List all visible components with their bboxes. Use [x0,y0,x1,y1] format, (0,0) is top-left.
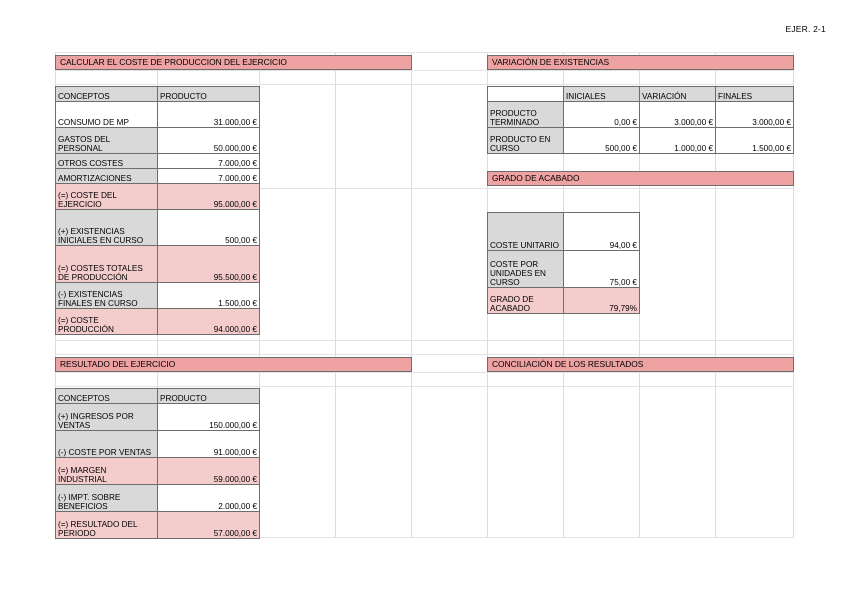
row-value: 1.500,00 € [716,128,794,154]
row-value: 500,00 € [564,128,640,154]
row-value: 94.000,00 € [158,309,260,335]
table-row [488,251,640,288]
row-label: (=) COSTE DEL EJERCICIO [56,184,158,210]
column-header: PRODUCTO [158,389,260,404]
table-row [56,128,260,154]
table-row [56,485,260,512]
cost-section-title: CALCULAR EL COSTE DE PRODUCCION DEL EJERCICIO [55,55,412,70]
row-label: AMORTIZACIONES [56,169,158,184]
row-label: COSTE UNITARIO [488,213,564,251]
table-row [488,128,794,154]
result-section-title: RESULTADO DEL EJERCICIO [55,357,412,372]
finish-section-title: GRADO DE ACABADO [487,171,794,186]
table-row [56,154,260,169]
column-header: VARIACIÓN [640,87,716,102]
table-row [56,283,260,309]
table-row [56,458,260,485]
row-value: 57.000,00 € [158,512,260,539]
row-value: 2.000,00 € [158,485,260,512]
finish-table [487,212,640,314]
row-label: (-) IMPT. SOBRE BENEFICIOS [56,485,158,512]
inventory-header-row [488,87,794,102]
row-label: (=) COSTE PRODUCCIÓN [56,309,158,335]
row-value: 95.000,00 € [158,184,260,210]
row-value: 0,00 € [564,102,640,128]
row-value: 75,00 € [564,251,640,288]
row-value: 7.000,00 € [158,169,260,184]
row-label: (-) COSTE POR VENTAS [56,431,158,458]
row-label: GRADO DE ACABADO [488,288,564,314]
table-row [56,404,260,431]
row-label: OTROS COSTES [56,154,158,169]
row-label: PRODUCTO EN CURSO [488,128,564,154]
column-header: PRODUCTO [158,87,260,102]
row-label: (+) EXISTENCIAS INICIALES EN CURSO [56,210,158,246]
row-value: 7.000,00 € [158,154,260,169]
row-value: 94,00 € [564,213,640,251]
row-label: CONSUMO DE MP [56,102,158,128]
row-label: (+) INGRESOS POR VENTAS [56,404,158,431]
table-row [56,210,260,246]
inventory-table [487,86,794,154]
row-value: 1.500,00 € [158,283,260,309]
row-value: 150.000,00 € [158,404,260,431]
row-label: (=) COSTES TOTALES DE PRODUCCIÓN [56,246,158,283]
row-label: (=) RESULTADO DEL PERIODO [56,512,158,539]
sheet-label: EJER. 2-1 [785,24,826,34]
row-value: 3.000,00 € [640,102,716,128]
table-row [488,288,640,314]
column-header: CONCEPTOS [56,389,158,404]
result-table [55,388,260,539]
row-value: 50.000,00 € [158,128,260,154]
row-value: 31.000,00 € [158,102,260,128]
table-row [56,246,260,283]
cost-header-row [56,87,260,102]
column-header: INICIALES [564,87,640,102]
table-row [488,213,640,251]
row-value: 59.000,00 € [158,458,260,485]
row-value: 500,00 € [158,210,260,246]
table-row [56,184,260,210]
column-header-empty [488,87,564,102]
cost-table [55,86,260,335]
row-label: PRODUCTO TERMINADO [488,102,564,128]
row-label: (-) EXISTENCIAS FINALES EN CURSO [56,283,158,309]
reconciliation-section-title: CONCILIACIÓN DE LOS RESULTADOS [487,357,794,372]
table-row [56,309,260,335]
row-value: 95.500,00 € [158,246,260,283]
row-value: 1.000,00 € [640,128,716,154]
row-label: (=) MARGEN INDUSTRIAL [56,458,158,485]
result-header-row [56,389,260,404]
row-value: 79,79% [564,288,640,314]
table-row [56,512,260,539]
table-row [56,169,260,184]
row-value: 91.000,00 € [158,431,260,458]
table-row [56,431,260,458]
row-label: COSTE POR UNIDADES EN CURSO [488,251,564,288]
row-label: GASTOS DEL PERSONAL [56,128,158,154]
column-header: CONCEPTOS [56,87,158,102]
table-row [488,102,794,128]
column-header: FINALES [716,87,794,102]
row-value: 3.000,00 € [716,102,794,128]
table-row [56,102,260,128]
inventory-section-title: VARIACIÓN DE EXISTENCIAS [487,55,794,70]
